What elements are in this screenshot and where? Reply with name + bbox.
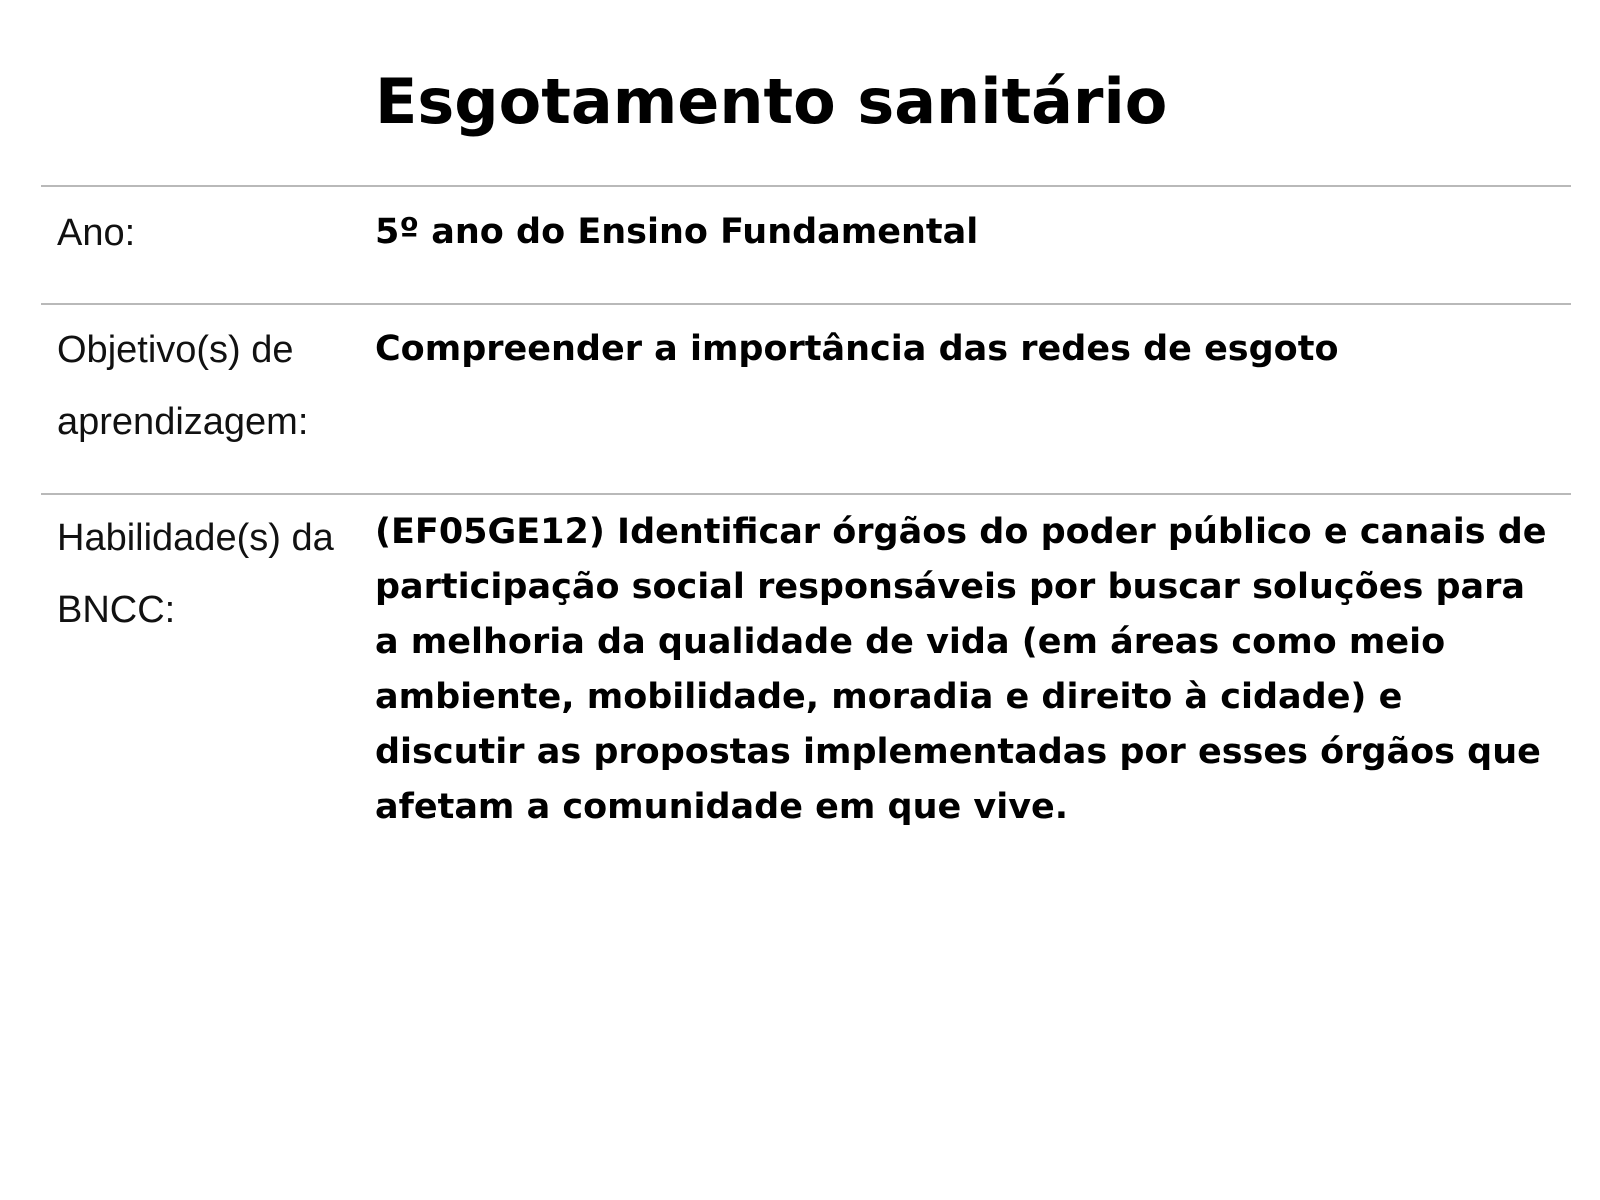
year-label: Ano: bbox=[57, 212, 136, 254]
divider-objectives bbox=[41, 493, 1571, 495]
divider-year bbox=[41, 303, 1571, 305]
learning-objectives-label: Objetivo(s) de aprendizagem: bbox=[57, 329, 309, 443]
bncc-skills-value: (EF05GE12) Identificar órgãos do poder público e canais de participação social responsáveis por buscar soluções para a melhoria da qualidade de vida (em áreas como meio ambiente, mobilidade, moradia e direito à cidade) e discutir as propostas implementadas por esses órgãos que afetam a comunidade em que vive. bbox=[375, 512, 1547, 827]
divider-top bbox=[41, 185, 1571, 187]
bncc-skills-label: Habilidade(s) da BNCC: bbox=[57, 517, 334, 631]
learning-objectives-value: Compreender a importância das redes de esgoto bbox=[375, 329, 1339, 369]
page-title: Esgotamento sanitário bbox=[375, 65, 1168, 138]
year-value: 5º ano do Ensino Fundamental bbox=[375, 212, 979, 252]
